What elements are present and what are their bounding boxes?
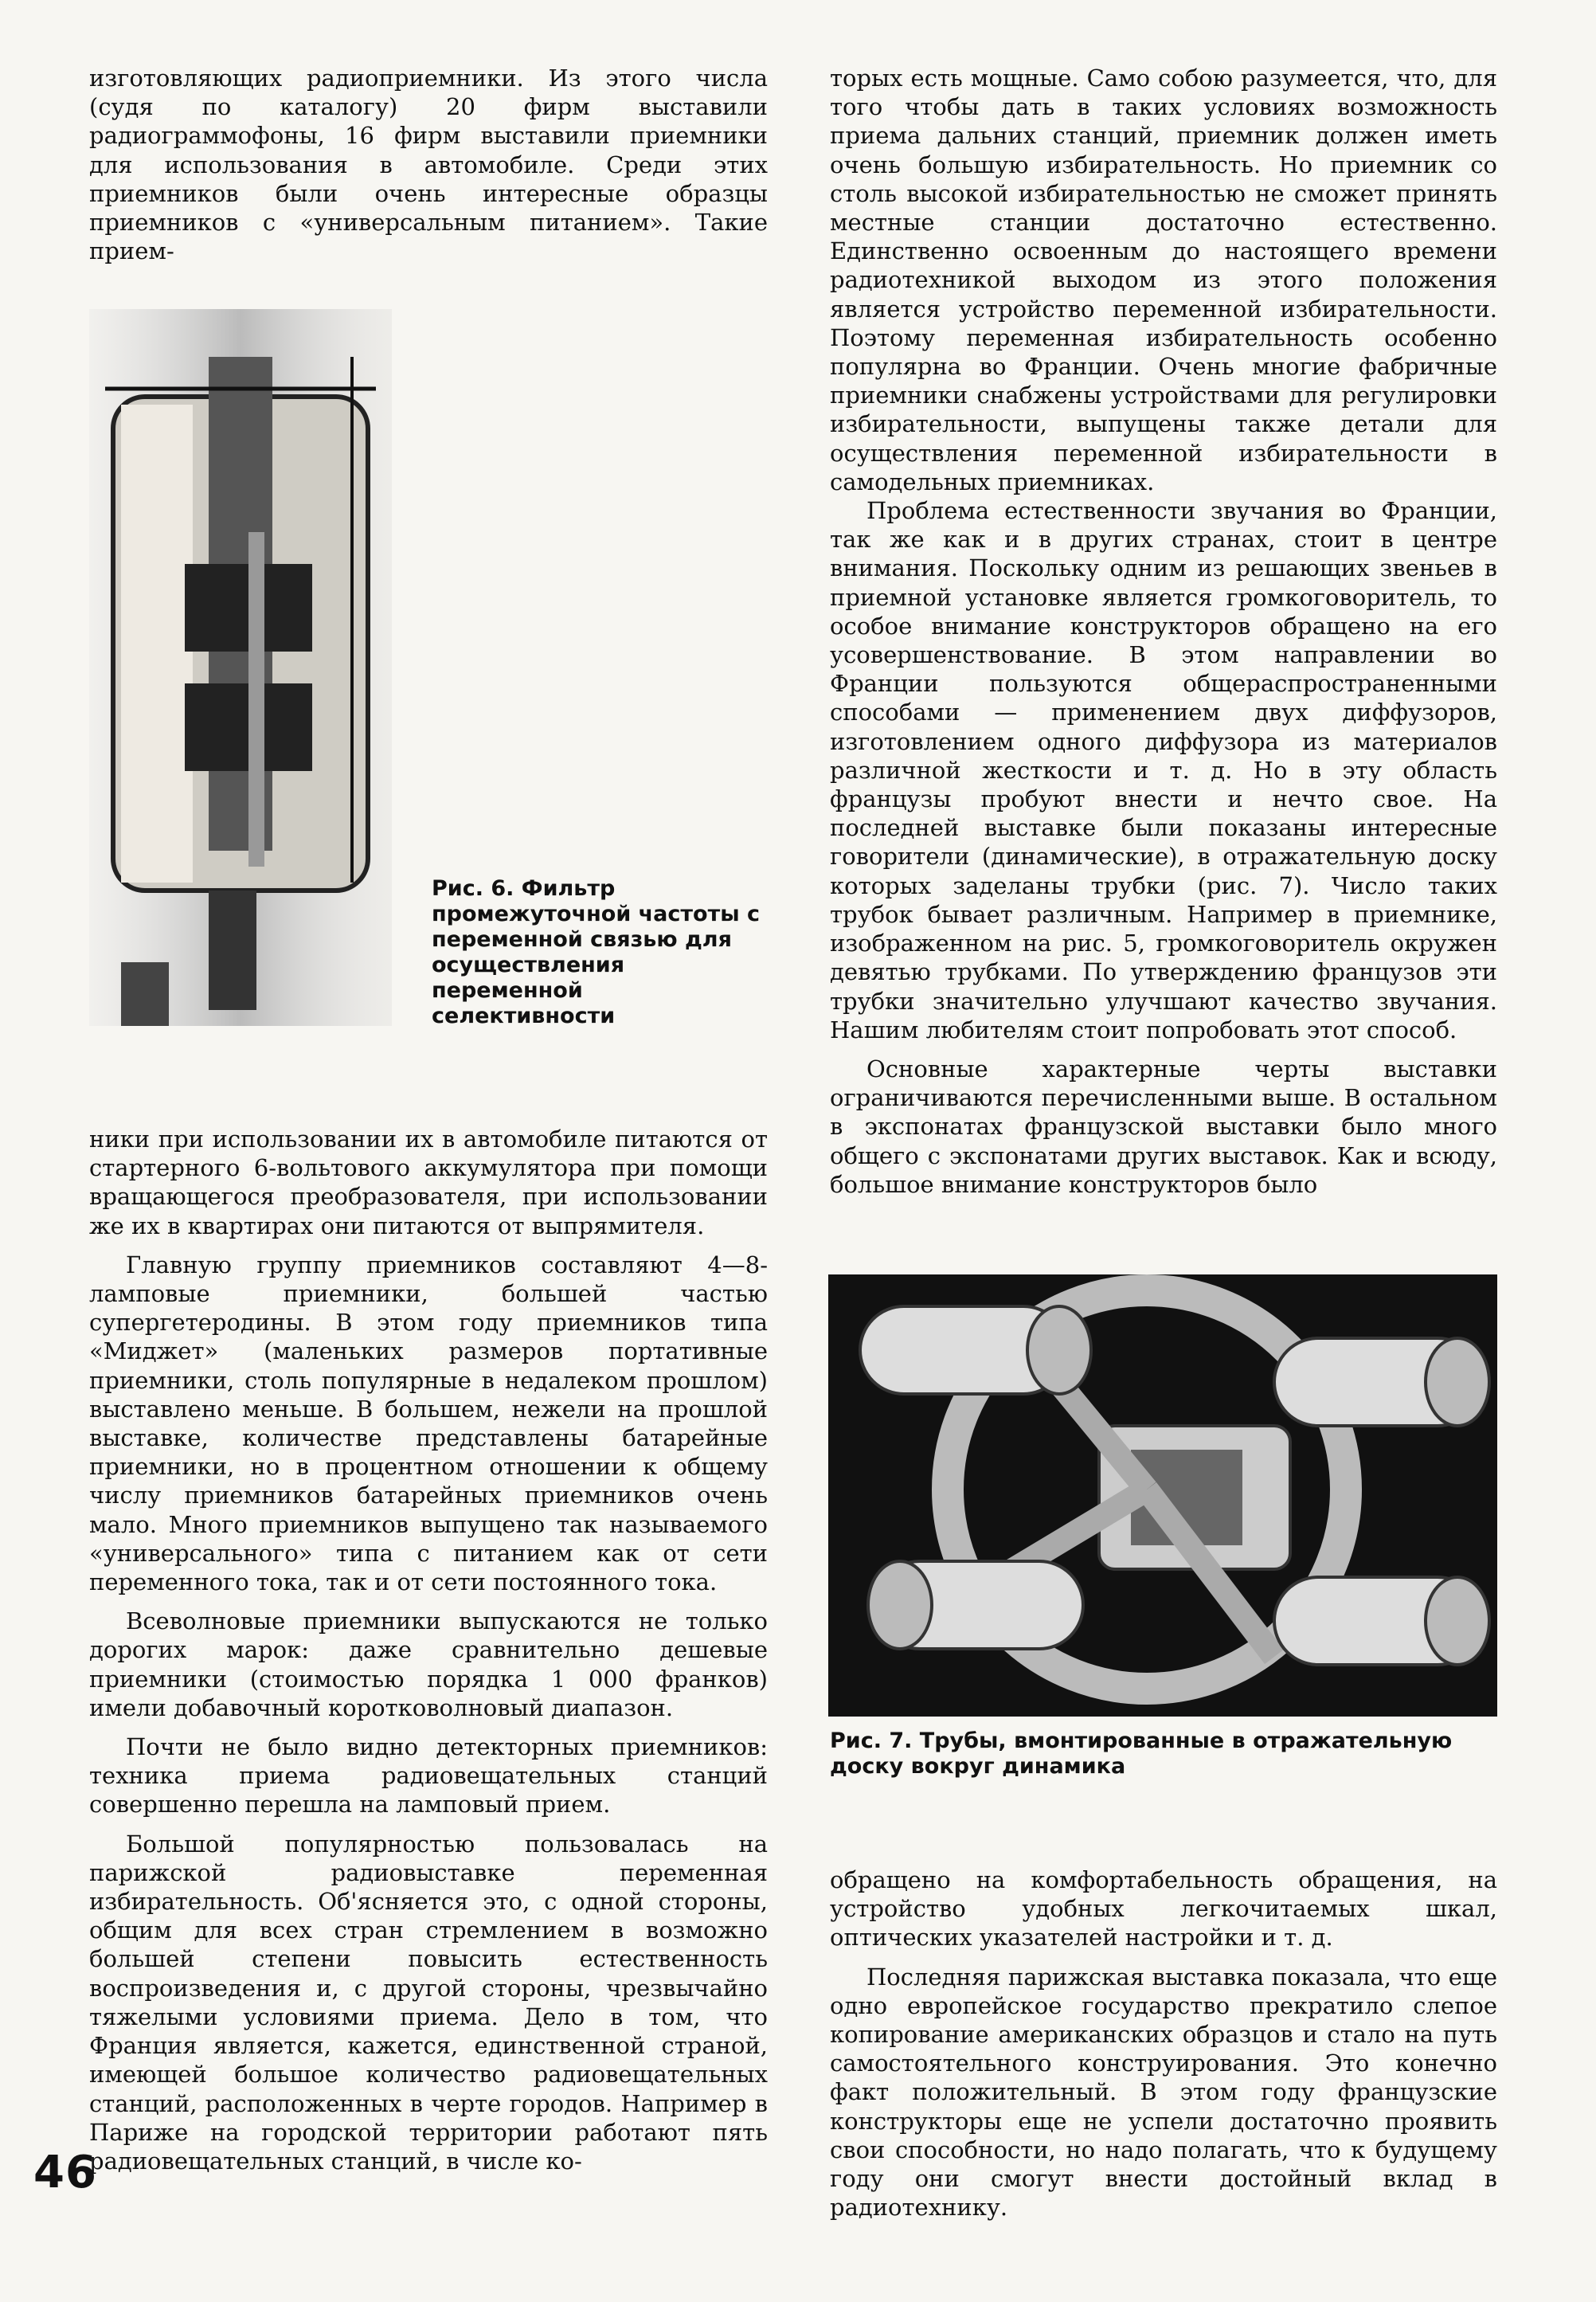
left-paragraph: Почти не было видно детекторных приемников: техника приема радиовещательных станций совершенно перешла на ламповый прием. bbox=[89, 1733, 768, 1819]
right-paragraph: Проблема естественности звучания во Франции, так же как и в других странах, стоит в центре внимания. Поскольку одним из решающих звеньев в приемной установке является громкоговоритель, то особое внимание конструкторов обращено на его усовершенствование. В этом направлении во Франции пользуются общераспространенными способами — применением двух диффузоров, изготовлением одного диффузора из материалов различной жесткости и т. д. Но в эту область французы пробуют внести и нечто свое. На последней выставке были показаны интересные говорители (динамические), в отражательную доску которых заделаны трубки (рис. 7). Число таких трубок бывает различным. Например в приемнике, изображенном на рис. 5, громкоговоритель окружен девятью трубками. По утверждению французов эти трубки значительно улучшают качество звучания. Нашим любителям стоит попробовать этот способ. bbox=[830, 497, 1497, 1043]
right-paragraph: Последняя парижская выставка показала, что еще одно европейское государство прекратило слепое копирование американских образцов и стало на путь самостоятельного конструирования. Это конечно факт положительный. В этом году французские конструкторы еще не успели достаточно проявить свои способности, но надо полагать, что к будущему году они смогут внести достойный вклад в радиотехнику. bbox=[830, 1963, 1497, 2222]
right-paragraph: торых есть мощные. Само собою разумеется, что, для того чтобы дать в таких условиях возможность приема дальних станций, приемник должен иметь очень большую избирательность. Но приемник со столь высокой избирательностью не сможет принять местные станции достаточно естественно. Единственно освоенным до настоящего времени радиотехникой выходом из этого положения является устройство переменной избирательности. Поэтому переменная избирательность особенно популярна во Франции. Очень многие фабричные приемники снабжены устройствами для регулировки избирательности, выпущены также детали для осуществления переменной избирательности в самодельных приемниках. bbox=[830, 65, 1497, 495]
left-paragraph: Большой популярностью пользовалась на парижской радиовыставке переменная избирательность. Об'ясняется это, с одной стороны, общим для всех стран стремлением в возможно большей степени повысить естественность воспроизведения и, с другой стороны, чрезвычайно тяжелыми условиями приема. Дело в том, что Франция является, кажется, единственной страной, имеющей большое количество радиовещательных станций, расположенных в черте городов. Например в Париже на городской территории работают пять радиовещательных станций, в числе ко- bbox=[89, 1830, 768, 2175]
page-number: 46 bbox=[33, 2147, 97, 2198]
figure-6-caption: Рис. 6. Фильтр промежуточной частоты с переменной связью для осуществления переменной селективности bbox=[432, 876, 761, 1028]
left-column bbox=[89, 64, 768, 265]
right-paragraph: обращено на комфортабельность обращения, на устройство удобных легкочитаемых шкал, оптических указателей настройки и т. д. bbox=[830, 1866, 1497, 1952]
right-column bbox=[830, 64, 1497, 1199]
figure-6-photo bbox=[89, 309, 392, 1026]
left-paragraph: ники при использовании их в автомобиле питаются от стартерного 6-вольтового аккумулятора при помощи вращающегося преобразователя, при использовании же их в квартирах они питаются от выпрямителя. bbox=[89, 1126, 768, 1239]
left-paragraph: Всеволновые приемники выпускаются не только дорогих марок: даже сравнительно дешевые приемники (стоимостью порядка 1 000 франков) имели добавочный коротковолновый диапазон. bbox=[89, 1607, 768, 1721]
left-column-lower bbox=[89, 1125, 768, 2175]
figure-7-photo bbox=[828, 1274, 1497, 1717]
left-paragraph: Главную группу приемников составляют 4—8-ламповые приемники, большей частью супергетеродины. В этом году приемников типа «Миджет» (маленьких размеров портативные приемники, столь популярные в недалеком прошлом) выставлено меньше. В большем, нежели на прошлой выставке, количестве представлены батарейные приемники, но в процентном отношении к общему числу приемников батарейных приемников очень мало. Много приемников выпущено так называемого «универсального» типа с питанием как от сети переменного тока, так и от сети постоянного тока. bbox=[89, 1251, 768, 1596]
right-column-lower bbox=[830, 1865, 1497, 2222]
right-paragraph: Основные характерные черты выставки ограничиваются перечисленными выше. В остальном в экспонатах французской выставки было много общего с экспонатами других выставок. Как и всюду, большое внимание конструкторов было bbox=[830, 1055, 1497, 1198]
figure-7-caption: Рис. 7. Трубы, вмонтированные в отражательную доску вокруг динамика bbox=[830, 1728, 1453, 1779]
left-top-paragraph: изготовляющих радиоприемники. Из этого числа (судя по каталогу) 20 фирм выставили радиограммофоны, 16 фирм выставили приемники для использования в автомобиле. Среди этих приемников были очень интересные образцы приемников с «универсальным питанием». Такие прием- bbox=[89, 65, 768, 265]
